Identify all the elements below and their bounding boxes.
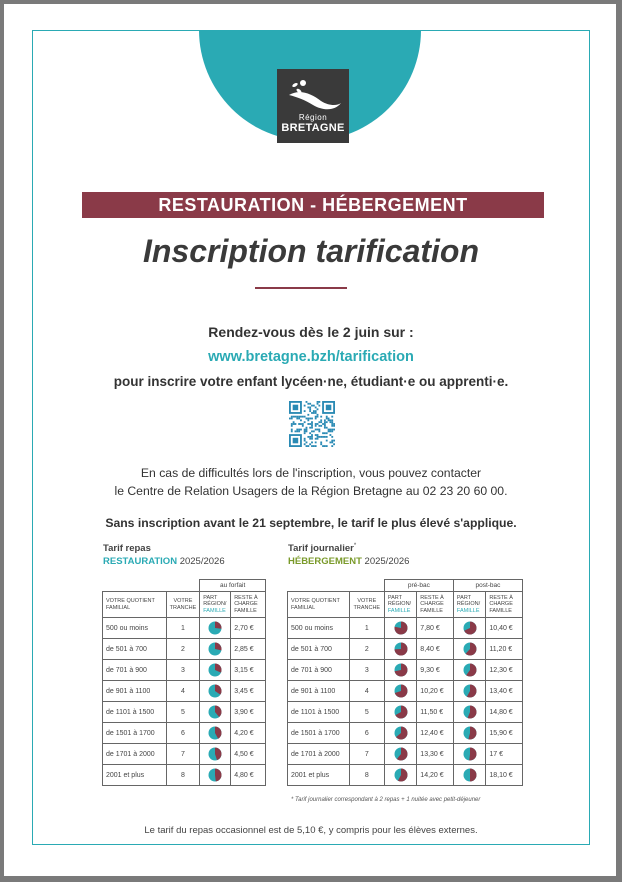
restauration-table — [102, 579, 266, 786]
share-pie-icon — [463, 768, 477, 782]
tranche-cell: 8 — [349, 765, 384, 786]
hebergement-row — [288, 702, 523, 723]
reste-cell: 4,80 € — [231, 765, 266, 786]
part-cell — [200, 681, 231, 702]
reste-pre-cell: 9,30 € — [417, 660, 454, 681]
part-pre-cell — [384, 765, 416, 786]
reste-pre-cell: 7,80 € — [417, 618, 454, 639]
hebergement-row — [288, 744, 523, 765]
part-post-cell — [453, 723, 485, 744]
restauration-row — [103, 639, 266, 660]
part-cell — [200, 744, 231, 765]
reste-cell: 2,70 € — [231, 618, 266, 639]
hebergement-row — [288, 639, 523, 660]
share-pie-icon — [394, 726, 408, 740]
part-cell — [200, 723, 231, 744]
hebergement-row — [288, 765, 523, 786]
region-bretagne-logo — [277, 69, 349, 143]
part-post-cell — [453, 639, 485, 660]
tranche-cell: 2 — [166, 639, 200, 660]
tranche-cell: 6 — [349, 723, 384, 744]
quotient-cell: de 901 à 1100 — [103, 681, 167, 702]
quotient-cell: de 1101 à 1500 — [103, 702, 167, 723]
qr-code-icon[interactable] — [289, 401, 335, 447]
part-pre-cell — [384, 618, 416, 639]
quotient-cell: de 701 à 900 — [103, 660, 167, 681]
help-text — [33, 464, 589, 500]
restauration-year: 2025/2026 — [177, 556, 225, 567]
lead-text: Rendez-vous dès le 2 juin sur : — [208, 324, 414, 340]
reste-post-cell: 15,90 € — [486, 723, 523, 744]
hebergement-col-reste-pre: RESTE À CHARGE FAMILLE — [417, 592, 454, 618]
quotient-cell: de 701 à 900 — [288, 660, 350, 681]
part-post-cell — [453, 765, 485, 786]
share-pie-icon — [208, 642, 222, 656]
tranche-cell: 3 — [166, 660, 200, 681]
part-post-cell — [453, 618, 485, 639]
section-banner: RESTAURATION - HÉBERGEMENT — [82, 192, 544, 218]
quotient-cell: 2001 et plus — [288, 765, 350, 786]
quotient-cell: de 501 à 700 — [103, 639, 167, 660]
quotient-cell: 500 ou moins — [103, 618, 167, 639]
part-pre-cell — [384, 681, 416, 702]
share-pie-icon — [463, 621, 477, 635]
reste-cell: 3,90 € — [231, 702, 266, 723]
restauration-col-quotient: VOTRE QUOTIENT FAMILIAL — [103, 592, 167, 618]
poster-frame — [32, 30, 590, 845]
hebergement-subtitle — [288, 556, 409, 567]
tranche-cell: 1 — [166, 618, 200, 639]
hebergement-row — [288, 660, 523, 681]
share-pie-icon — [463, 663, 477, 677]
part-pre-cell — [384, 639, 416, 660]
share-pie-icon — [394, 621, 408, 635]
restauration-row — [103, 744, 266, 765]
hebergement-group-postbac: post-bac — [453, 580, 522, 592]
part-cell — [200, 660, 231, 681]
reste-pre-cell: 12,40 € — [417, 723, 454, 744]
share-pie-icon — [208, 747, 222, 761]
reste-post-cell: 11,20 € — [486, 639, 523, 660]
hebergement-col-part-post: PART RÉGION/ FAMILLE — [453, 592, 485, 618]
hebergement-col-reste-post: RESTE À CHARGE FAMILLE — [486, 592, 523, 618]
tranche-cell: 2 — [349, 639, 384, 660]
share-pie-icon — [463, 684, 477, 698]
help-line-2: le Centre de Relation Usagers de la Région Bretagne au 02 23 20 60 00. — [114, 484, 508, 498]
hebergement-col-quotient: VOTRE QUOTIENT FAMILIAL — [288, 592, 350, 618]
share-pie-icon — [463, 705, 477, 719]
tarification-link[interactable]: www.bretagne.bzh/tarification — [208, 349, 414, 365]
reste-pre-cell: 10,20 € — [417, 681, 454, 702]
reste-pre-cell: 13,30 € — [417, 744, 454, 765]
share-pie-icon — [208, 768, 222, 782]
title-divider — [255, 287, 347, 289]
bird-icon — [283, 73, 343, 113]
occasional-meal-note: Le tarif du repas occasionnel est de 5,10 €, y compris pour les élèves externes. — [144, 825, 478, 836]
share-pie-icon — [394, 663, 408, 677]
restauration-col-tranche: VOTRE TRANCHE — [166, 592, 200, 618]
poster-page — [4, 4, 616, 876]
quotient-cell: 500 ou moins — [288, 618, 350, 639]
hebergement-group-prebac: pré-bac — [384, 580, 453, 592]
quotient-cell: de 1701 à 2000 — [288, 744, 350, 765]
share-pie-icon — [394, 684, 408, 698]
quotient-cell: de 901 à 1100 — [288, 681, 350, 702]
share-pie-icon — [394, 705, 408, 719]
quotient-cell: 2001 et plus — [103, 765, 167, 786]
tranche-cell: 5 — [349, 702, 384, 723]
page-title: Inscription tarification — [142, 233, 480, 269]
reste-cell: 3,45 € — [231, 681, 266, 702]
share-pie-icon — [463, 747, 477, 761]
restauration-row — [103, 660, 266, 681]
tranche-cell: 3 — [349, 660, 384, 681]
share-pie-icon — [208, 663, 222, 677]
tranche-cell: 8 — [166, 765, 200, 786]
hebergement-row — [288, 618, 523, 639]
share-pie-icon — [394, 747, 408, 761]
part-cell — [200, 765, 231, 786]
hebergement-keyword: HÉBERGEMENT — [288, 556, 362, 567]
hebergement-table — [287, 579, 523, 786]
reste-post-cell: 10,40 € — [486, 618, 523, 639]
hebergement-col-part-pre: PART RÉGION/ FAMILLE — [384, 592, 416, 618]
reste-pre-cell: 11,50 € — [417, 702, 454, 723]
hebergement-row — [288, 681, 523, 702]
part-post-cell — [453, 681, 485, 702]
share-pie-icon — [463, 726, 477, 740]
tranche-cell: 5 — [166, 702, 200, 723]
part-post-cell — [453, 702, 485, 723]
reste-post-cell: 14,80 € — [486, 702, 523, 723]
reste-post-cell: 12,30 € — [486, 660, 523, 681]
restauration-row — [103, 618, 266, 639]
logo-line-2: BRETAGNE — [281, 122, 345, 134]
reste-post-cell: 17 € — [486, 744, 523, 765]
tranche-cell: 1 — [349, 618, 384, 639]
share-pie-icon — [208, 621, 222, 635]
share-pie-icon — [463, 642, 477, 656]
quotient-cell: de 1501 à 1700 — [288, 723, 350, 744]
quotient-cell: de 1701 à 2000 — [103, 744, 167, 765]
tranche-cell: 4 — [166, 681, 200, 702]
restauration-subtitle — [103, 556, 225, 567]
hebergement-row — [288, 723, 523, 744]
hebergement-col-tranche: VOTRE TRANCHE — [349, 592, 384, 618]
enrol-text: pour inscrire votre enfant lycéen·ne, étudiant·e ou apprenti·e. — [113, 374, 509, 389]
restauration-row — [103, 681, 266, 702]
restauration-row — [103, 723, 266, 744]
restauration-col-reste: RESTE À CHARGE FAMILLE — [231, 592, 266, 618]
restauration-col-part: PART RÉGION/ FAMILLE — [200, 592, 231, 618]
reste-pre-cell: 8,40 € — [417, 639, 454, 660]
part-post-cell — [453, 744, 485, 765]
restauration-group-header: au forfait — [200, 580, 266, 592]
hebergement-title: Tarif journalier* — [288, 543, 357, 555]
restauration-keyword: RESTAURATION — [103, 556, 178, 567]
restauration-row — [103, 702, 266, 723]
restauration-row — [103, 765, 266, 786]
share-pie-icon — [208, 726, 222, 740]
reste-cell: 4,20 € — [231, 723, 266, 744]
reste-cell: 2,85 € — [231, 639, 266, 660]
quotient-cell: de 1101 à 1500 — [288, 702, 350, 723]
tranche-cell: 4 — [349, 681, 384, 702]
hebergement-year: 2025/2026 — [361, 556, 410, 567]
deadline-warning: Sans inscription avant le 21 septembre, le tarif le plus élevé s'applique. — [105, 516, 517, 530]
logo-line-1: Région — [298, 113, 328, 122]
reste-post-cell: 13,40 € — [486, 681, 523, 702]
help-line-1: En cas de difficultés lors de l'inscription, vous pouvez contacter — [140, 466, 482, 480]
reste-cell: 3,15 € — [231, 660, 266, 681]
restauration-title: Tarif repas — [103, 543, 151, 554]
part-pre-cell — [384, 744, 416, 765]
part-cell — [200, 702, 231, 723]
tranche-cell: 6 — [166, 723, 200, 744]
share-pie-icon — [208, 705, 222, 719]
part-pre-cell — [384, 660, 416, 681]
share-pie-icon — [394, 642, 408, 656]
part-post-cell — [453, 660, 485, 681]
tranche-cell: 7 — [166, 744, 200, 765]
quotient-cell: de 501 à 700 — [288, 639, 350, 660]
quotient-cell: de 1501 à 1700 — [103, 723, 167, 744]
reste-pre-cell: 14,20 € — [417, 765, 454, 786]
tranche-cell: 7 — [349, 744, 384, 765]
part-pre-cell — [384, 702, 416, 723]
part-pre-cell — [384, 723, 416, 744]
part-cell — [200, 639, 231, 660]
share-pie-icon — [208, 684, 222, 698]
share-pie-icon — [394, 768, 408, 782]
part-cell — [200, 618, 231, 639]
hebergement-footnote: * Tarif journalier correspondant à 2 repas + 1 nuitée avec petit-déjeuner — [291, 797, 481, 803]
reste-cell: 4,50 € — [231, 744, 266, 765]
reste-post-cell: 18,10 € — [486, 765, 523, 786]
